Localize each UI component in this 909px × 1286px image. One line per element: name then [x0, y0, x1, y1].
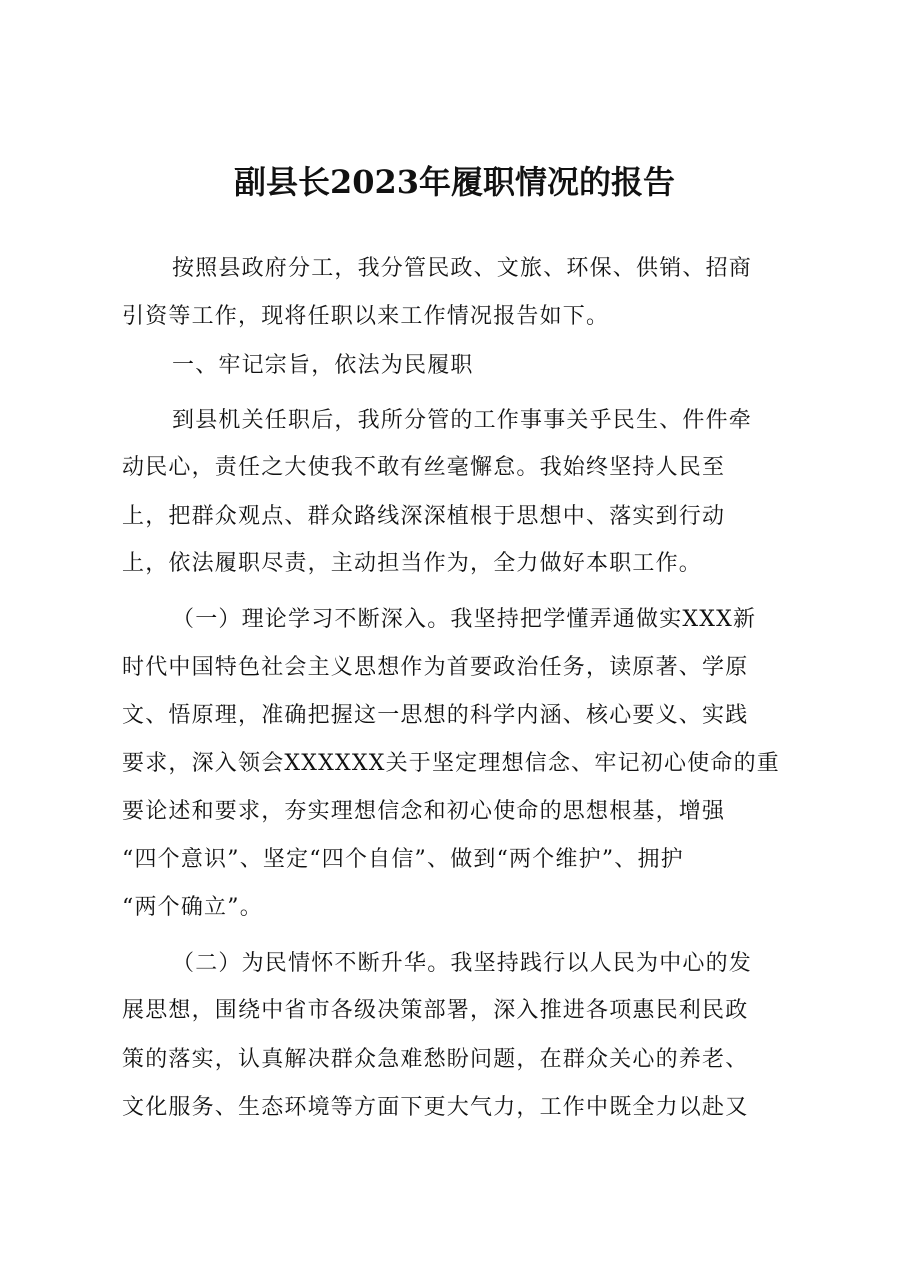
body-line: 按照县政府分工，我分管民政、文旅、环保、供销、招商	[172, 256, 753, 281]
body-line: 时代中国特色社会主义思想作为首要政治任务，读原著、学原	[122, 655, 749, 680]
body-line: 策的落实，认真解决群众急难愁盼问题，在群众关心的养老、	[122, 1047, 749, 1072]
body-line: 展思想，围绕中省市各级决策部署，深入推进各项惠民利民政	[122, 998, 749, 1023]
body-line: 要论述和要求，夯实理想信念和初心使命的思想根基，增强	[122, 799, 726, 824]
body-line: （二）为民情怀不断升华。我坚持践行以人民为中心的发	[172, 951, 753, 976]
body-line: 到县机关任职后，我所分管的工作事事关乎民生、件件牵	[172, 408, 753, 433]
body-line: 文化服务、生态环境等方面下更大气力，工作中既全力以赴又	[122, 1095, 749, 1120]
body-line: 引资等工作，现将任职以来工作情况报告如下。	[122, 304, 610, 329]
body-line: 动民心，责任之大使我不敢有丝毫懈怠。我始终坚持人民至	[122, 455, 726, 480]
body-line: 要求，深入领会XXXXXX关于坚定理想信念、牢记初心使命的重	[122, 751, 780, 776]
body-line: 文、悟原理，准确把握这一思想的科学内涵、核心要义、实践	[122, 703, 749, 728]
body-line: “四个意识”、坚定“四个自信”、做到“两个维护”、拥护	[122, 847, 684, 872]
section-heading: 一、牢记宗旨，依法为民履职	[172, 353, 474, 378]
body-line: “两个确立”。	[122, 895, 263, 920]
document-title: 副县长2023年履职情况的报告	[233, 163, 676, 201]
body-line: 上，依法履职尽责，主动担当作为，全力做好本职工作。	[122, 551, 703, 576]
body-line: （一）理论学习不断深入。我坚持把学懂弄通做实XXX新	[172, 607, 757, 632]
body-line: 上，把群众观点、群众路线深深植根于思想中、落实到行动	[122, 504, 726, 529]
